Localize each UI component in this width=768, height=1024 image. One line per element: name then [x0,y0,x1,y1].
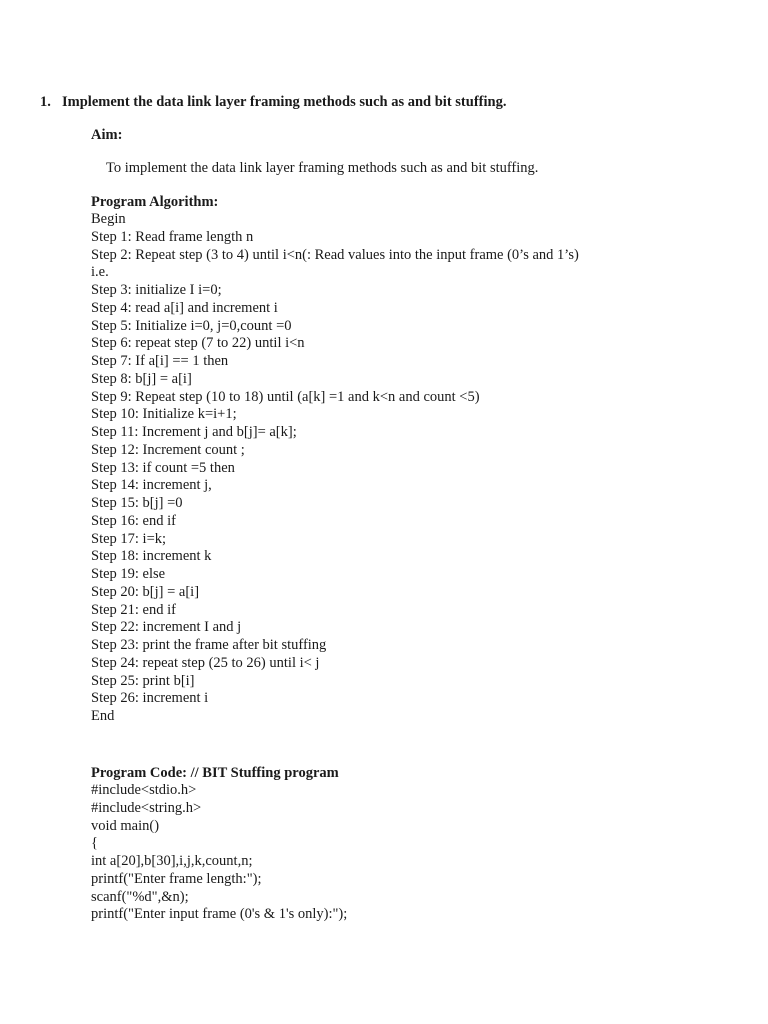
algorithm-line: Step 13: if count =5 then [91,459,235,476]
algorithm-title: Program Algorithm: [91,194,219,210]
code-line: void main() [91,817,160,834]
algorithm-line: Step 12: Increment count ; [91,441,245,458]
algorithm-line: Step 23: print the frame after bit stuffing [91,637,327,653]
code-line: int a[20],b[30],i,j,k,count,n; [91,853,253,869]
code-line: scanf("%d",&n); [91,888,189,905]
algorithm-line: Step 9: Repeat step (10 to 18) until (a[k] =1 and k<n and count <5) [91,388,480,405]
algorithm-section [91,193,591,726]
code-line: printf("Enter frame length:"); [91,870,262,887]
algorithm-line: Step 10: Initialize k=i+1; [91,406,237,423]
algorithm-line: Step 15: b[j] =0 [91,495,183,511]
code-line: #include<string.h> [91,799,202,816]
algorithm-line: Step 5: Initialize i=0, j=0,count =0 [91,317,292,334]
algorithm-line: Step 18: increment k [91,548,212,565]
algorithm-line: End [91,708,115,724]
algorithm-line: Step 16: end if [91,512,176,529]
algorithm-line: Step 1: Read frame length n [91,228,254,245]
aim-text: To implement the data link layer framing methods such as and bit stuffing. [106,160,539,176]
algorithm-line: Step 2: Repeat step (3 to 4) until i<n(: Read values into the input frame (0’s and 1’s) i.e. [91,246,579,281]
code-line: { [91,835,98,852]
algorithm-line: Step 22: increment I and j [91,619,242,636]
code-section [91,764,591,924]
algorithm-line: Step 8: b[j] = a[i] [91,370,192,387]
algorithm-line: Step 17: i=k; [91,530,167,547]
code-line: printf("Enter input frame (0's & 1's only):"); [91,906,348,923]
heading-text: Implement the data link layer framing methods such as and bit stuffing. [62,94,507,110]
code-line: #include<stdio.h> [91,782,197,798]
algorithm-line: Step 4: read a[i] and increment i [91,299,278,316]
algorithm-line: Step 26: increment i [91,690,209,707]
algorithm-line: Step 3: initialize I i=0; [91,282,222,298]
code-title: Program Code: // BIT Stuffing program [91,765,339,781]
algorithm-line: Step 21: end if [91,601,176,618]
algorithm-line: Step 14: increment j, [91,477,212,494]
algorithm-line: Step 7: If a[i] == 1 then [91,353,229,369]
algorithm-line: Step 11: Increment j and b[j]= a[k]; [91,424,297,440]
aim-label: Aim: [91,127,123,143]
section-heading [40,94,506,111]
algorithm-line: Step 25: print b[i] [91,672,195,689]
algorithm-line: Step 20: b[j] = a[i] [91,583,200,600]
algorithm-line: Begin [91,211,126,227]
heading-number: 1. [40,94,51,110]
algorithm-line: Step 6: repeat step (7 to 22) until i<n [91,335,305,352]
algorithm-line: Step 24: repeat step (25 to 26) until i< j [91,654,320,671]
algorithm-line: Step 19: else [91,566,166,582]
